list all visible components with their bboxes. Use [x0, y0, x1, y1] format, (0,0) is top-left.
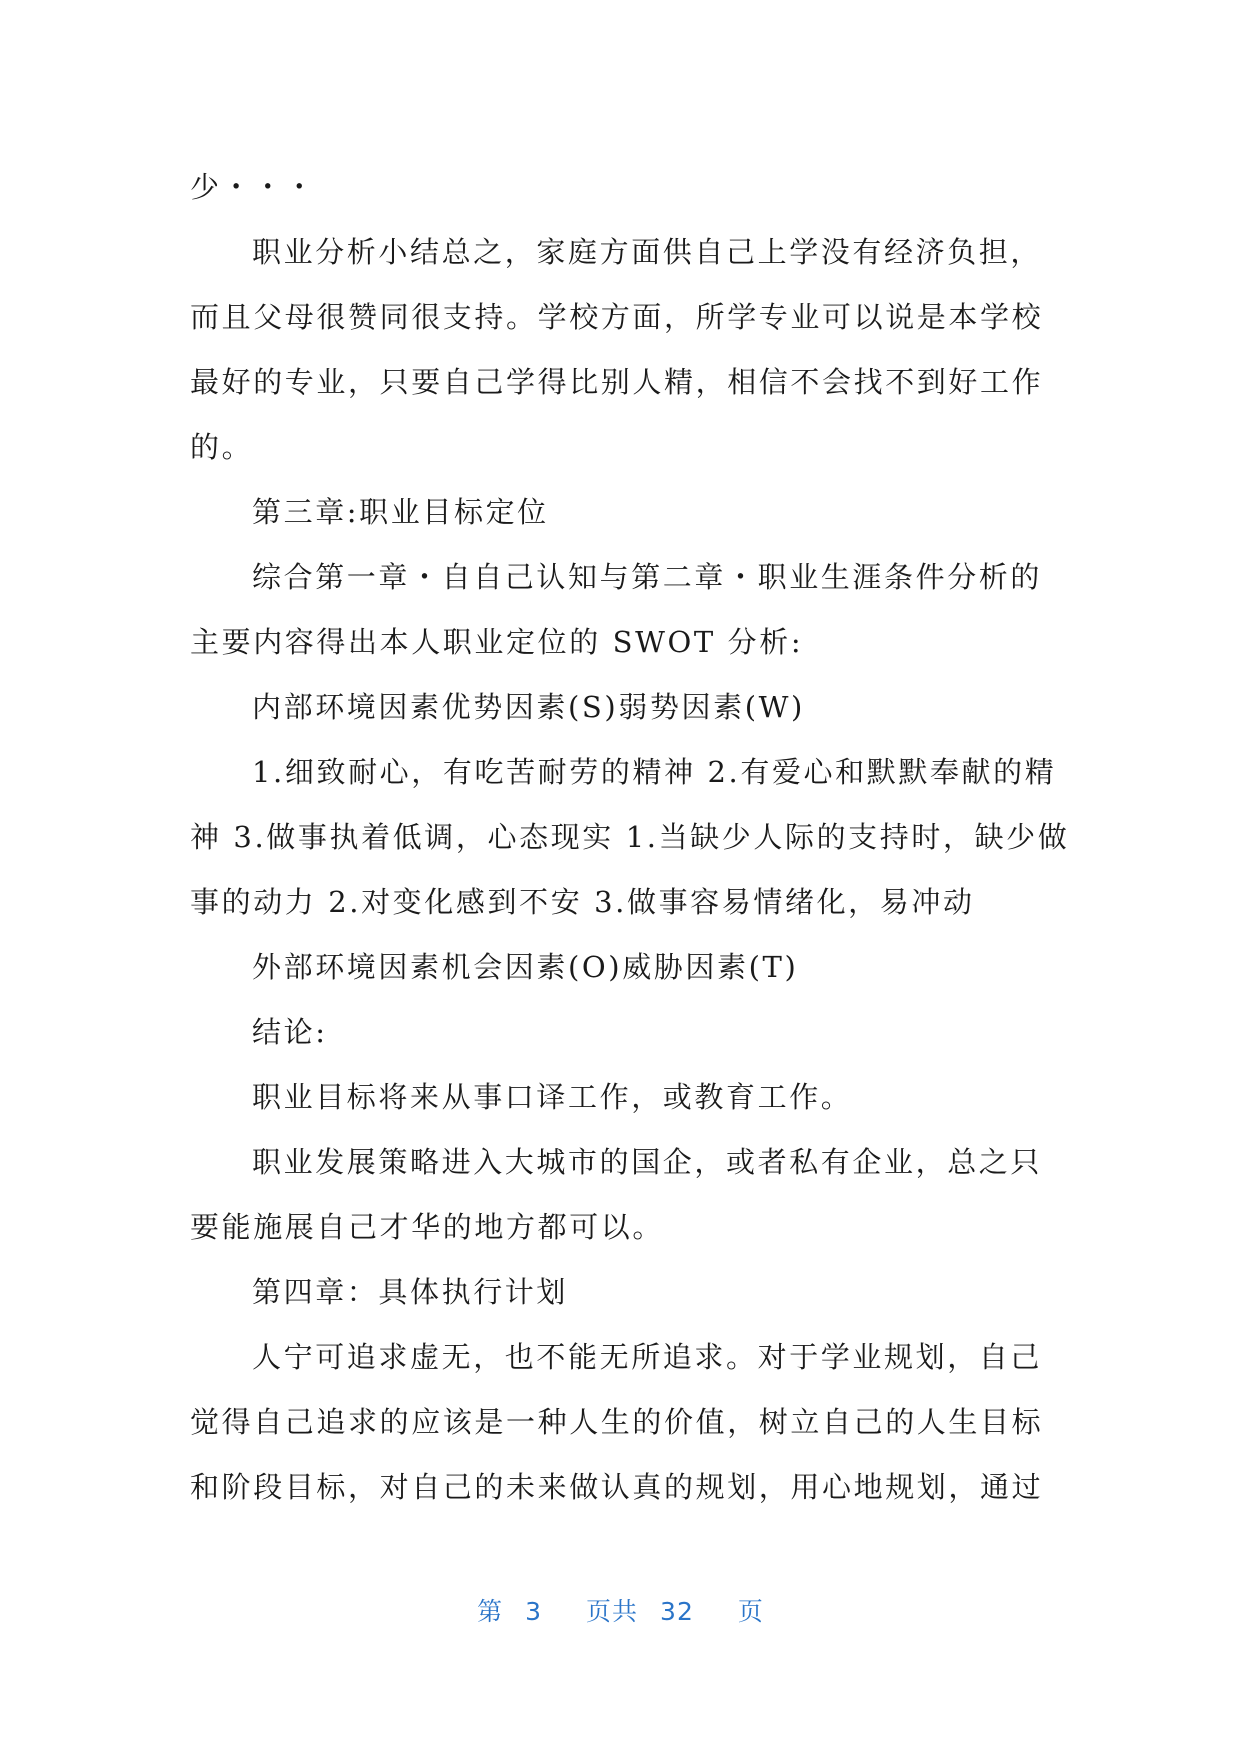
text-line: 内部环境因素优势因素(S)弱势因素(W) — [252, 690, 805, 724]
page-footer — [0, 1592, 1241, 1628]
text-line: 1.细致耐心，有吃苦耐劳的精神 2.有爱心和默默奉献的精 — [252, 755, 1057, 789]
footer-suffix: 页 — [737, 1597, 764, 1626]
text-line: 结论: — [252, 1015, 328, 1049]
text-line: 觉得自己追求的应该是一种人生的价值，树立自己的人生目标 — [190, 1405, 1044, 1439]
text-line: 主要内容得出本人职业定位的 SWOT 分析: — [190, 625, 804, 659]
text-line: 职业目标将来从事口译工作，或教育工作。 — [252, 1080, 853, 1114]
text-line: 神 3.做事执着低调，心态现实 1.当缺少人际的支持时，缺少做 — [190, 820, 1070, 854]
document-body — [190, 155, 1070, 1520]
text-line: 外部环境因素机会因素(O)威胁因素(T) — [252, 950, 799, 984]
footer-middle: 页共 — [586, 1597, 639, 1626]
text-line: 综合第一章・自自己认知与第二章・职业生涯条件分析的 — [252, 560, 1043, 594]
footer-prefix: 第 — [477, 1597, 504, 1626]
text-line: 和阶段目标，对自己的未来做认真的规划，用心地规划，通过 — [190, 1470, 1044, 1504]
text-line: 事的动力 2.对变化感到不安 3.做事容易情绪化，易冲动 — [190, 885, 975, 919]
total-pages-number: 32 — [660, 1597, 694, 1626]
text-line: 的。 — [190, 430, 254, 464]
text-line: 最好的专业，只要自己学得比别人精，相信不会找不到好工作 — [190, 365, 1044, 399]
chapter-heading: 第四章：具体执行计划 — [252, 1275, 569, 1309]
current-page-number: 3 — [525, 1597, 543, 1626]
text-line: 人宁可追求虚无，也不能无所追求。对于学业规划，自己 — [252, 1340, 1043, 1374]
text-line: 要能施展自己才华的地方都可以。 — [190, 1210, 665, 1244]
chapter-heading: 第三章:职业目标定位 — [252, 495, 549, 529]
text-line: 而且父母很赞同很支持。学校方面，所学专业可以说是本学校 — [190, 300, 1044, 334]
text-line: 职业分析小结总之，家庭方面供自己上学没有经济负担， — [252, 235, 1043, 269]
text-line: 职业发展策略进入大城市的国企，或者私有企业，总之只 — [252, 1145, 1043, 1179]
text-line: 少・・・ — [190, 170, 317, 204]
